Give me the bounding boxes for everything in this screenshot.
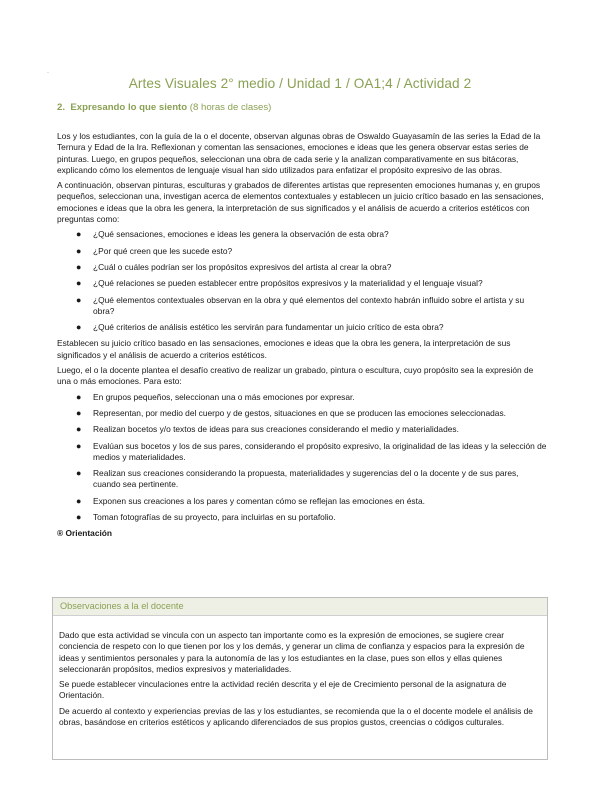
list-item: ● ¿Por qué creen que les sucede esto? <box>76 245 233 256</box>
steps-list <box>57 392 547 524</box>
list-item: ● ¿Qué sensaciones, emociones e ideas les genera la observación de esta obra? <box>76 229 389 240</box>
bullet-icon: ● <box>76 229 82 240</box>
bullet-icon: ● <box>76 278 82 289</box>
bullet-icon: ● <box>76 424 82 435</box>
list-item: ● Toman fotografías de su proyecto, para incluirlas en su portafolio. <box>76 512 336 523</box>
list-item: ● ¿Qué criterios de análisis estético les servirán para fundamentar un juicio crítico de esta obra? <box>76 322 444 333</box>
list-item: ● Evalúan sus bocetos y los de sus pares, considerando el propósito expresivo, la originalidad de las ideas y la selección de medios y materialidades. <box>76 440 547 462</box>
bullet-icon: ● <box>76 322 82 333</box>
orientation-label: ® Orientación <box>57 528 113 539</box>
bullet-icon: ● <box>76 468 82 479</box>
observation-paragraph: Se puede establecer vinculaciones entre la actividad recién descrita y el eje de Crecimiento personal de la asignatura de Orientación. <box>59 679 507 701</box>
bullet-icon: ● <box>76 512 82 523</box>
list-item: ● Representan, por medio del cuerpo y de gestos, situaciones en que se producen las emociones seleccionadas. <box>76 407 506 418</box>
observations-box <box>52 597 548 760</box>
paragraph-challenge: Luego, el o la docente plantea el desafío creativo de realizar un grabado, pintura o escultura, cuyo propósito sea la expresión de una o más emociones. Para esto: <box>57 365 534 387</box>
list-item: ● ¿Cuál o cuáles podrían ser los propósitos expresivos del artista al crear la obra? <box>76 261 392 272</box>
paragraph-observe: A continuación, observan pinturas, esculturas y grabados de diferentes artistas que representen emociones humanas y, en grupos pequeños, seleccionan una, investigan acerca de elementos contextuales y establecen un juicio crítico basado en las sensaciones, emociones e ideas que la obra les genera, la interpretación de sus significados y el análisis de acuerdo a criterios estéticos con preguntas como: <box>57 180 544 225</box>
header-dot: · <box>47 70 49 76</box>
bullet-icon: ● <box>76 245 82 256</box>
list-item: ● Realizan bocetos y/o textos de ideas para sus creaciones considerando el medio y materialidades. <box>76 424 459 435</box>
list-item: ● Realizan sus creaciones considerando la propuesta, materialidades y sugerencias del o la docente y de sus pares, cuando sea pertinente. <box>76 468 519 490</box>
observations-body <box>53 616 547 728</box>
paragraph-judgement: Establecen su juicio crítico basado en las sensaciones, emociones e ideas que la obra les genera, la interpretación de sus significados y el análisis de acuerdo a criterios estéticos. <box>57 338 511 360</box>
page-title: Artes Visuales 2° medio / Unidad 1 / OA1;4 / Actividad 2 <box>128 76 472 91</box>
observation-paragraph: Dado que esta actividad se vincula con un aspecto tan importante como es la expresión de emociones, se sugiere crear conciencia de respeto con lo que tienen por los y los demás, y generar un clima de confianza y espacios para la expresión de ideas y sentimientos personales y para la autonomía de las y los estudiantes en la clase, pues son ellos y ellas quienes seleccionarán propósitos, medios expresivos y materialidades. <box>59 630 525 674</box>
list-item: ● En grupos pequeños, seleccionan una o más emociones por expresar. <box>76 391 355 402</box>
observations-heading: Observaciones a la el docente <box>53 598 547 616</box>
list-item: ● ¿Qué elementos contextuales observan en la obra y qué elementos del contexto habrán influido sobre el artista y su obra? <box>76 294 525 316</box>
bullet-icon: ● <box>76 440 82 451</box>
section-number: 2. <box>57 102 66 113</box>
paragraph-intro: Los y los estudiantes, con la guía de la o el docente, observan algunas obras de Oswaldo Guayasamín de las series la Edad de la Ternura y Edad de la Ira. Reflexionan y comentan las sensaciones, emociones e ideas que les genera observar estas series de pinturas. Luego, en grupos pequeños, seleccionan una obra de cada serie y la analizan comparativamente en sus bitácoras, explicando cómo los elementos de lenguaje visual han sido utilizados para enfatizar el propósito expresivo de las obras. <box>57 131 541 175</box>
observation-paragraph: De acuerdo al contexto y experiencias previas de las y los estudiantes, se recomienda que la o el docente modele el análisis de obras, basándose en criterios estéticos y aplicando diferenciados de sus propios gustos, creencias o códigos culturales. <box>59 705 533 728</box>
bullet-icon: ● <box>76 407 82 418</box>
section-title: Expresando lo que siento <box>70 102 188 113</box>
section-heading <box>57 102 271 113</box>
activity-body <box>57 131 547 540</box>
bullet-icon: ● <box>76 495 82 506</box>
questions-list <box>57 229 547 333</box>
bullet-icon: ● <box>76 261 82 272</box>
list-item: ● ¿Qué relaciones se pueden establecer entre propósitos expresivos y la materialidad y el lenguaje visual? <box>76 278 483 289</box>
section-hours: (8 horas de clases) <box>189 102 272 113</box>
list-item: ● Exponen sus creaciones a los pares y comentan cómo se reflejan las emociones en ésta. <box>76 495 425 506</box>
bullet-icon: ● <box>76 294 82 305</box>
bullet-icon: ● <box>76 391 82 402</box>
